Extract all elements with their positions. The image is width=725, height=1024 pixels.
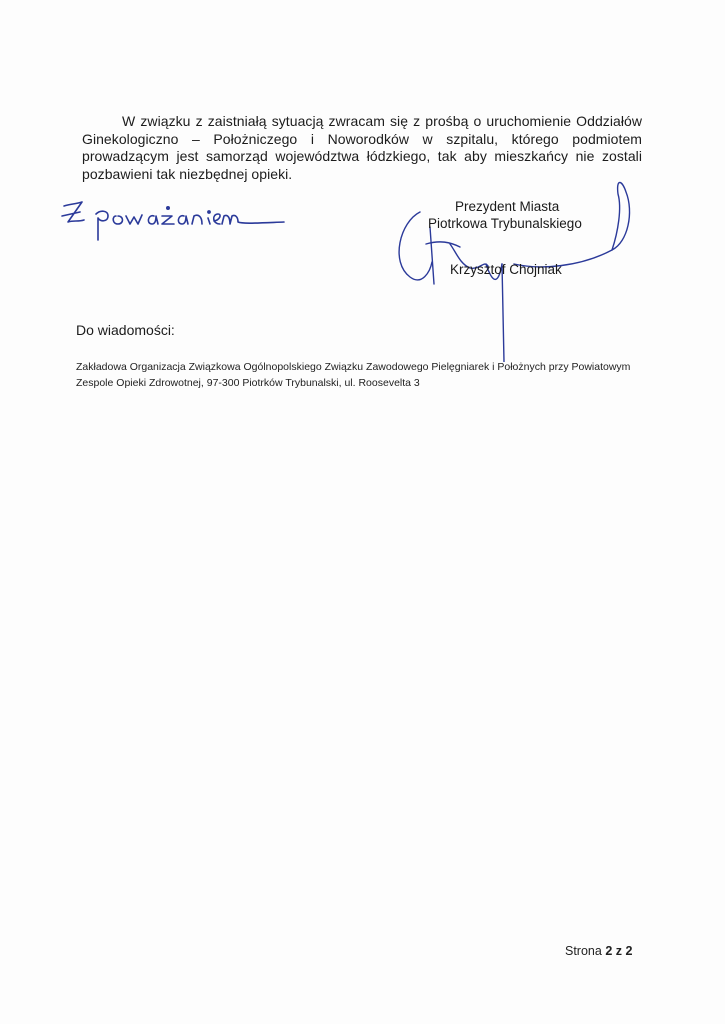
page-total: 2 [625, 944, 633, 958]
signatory-title-line2: Piotrkowa Trybunalskiego [428, 216, 582, 231]
letter-body-paragraph: W związku z zaistniałą sytuacją zwracam się z prośbą o uruchomienie Oddziałów Ginekologiczno – Położniczego i Noworodków w szpitalu, którego podmiotem prowadzącym jest samorząd województwa łódzkiego, tak aby mieszkańcy nie zostali pozbawieni tak niezbędnej opieki. [82, 113, 642, 182]
distribution-heading: Do wiadomości: [76, 322, 175, 338]
signatory-title-line1: Prezydent Miasta [455, 199, 560, 214]
page-number [565, 944, 632, 958]
page-label: Strona [565, 944, 602, 958]
signatory-name: Krzysztof Chojniak [450, 262, 562, 277]
page-separator: z [615, 944, 623, 958]
page-current: 2 [605, 944, 613, 958]
handwritten-closing [58, 192, 298, 252]
distribution-recipient: Zakładowa Organizacja Związkowa Ogólnopolskiego Związku Zawodowego Pielęgniarek i Położnych przy Powiatowym Zespole Opieki Zdrowotnej, 97-300 Piotrków Trybunalski, ul. Roosevelta 3 [76, 361, 631, 389]
